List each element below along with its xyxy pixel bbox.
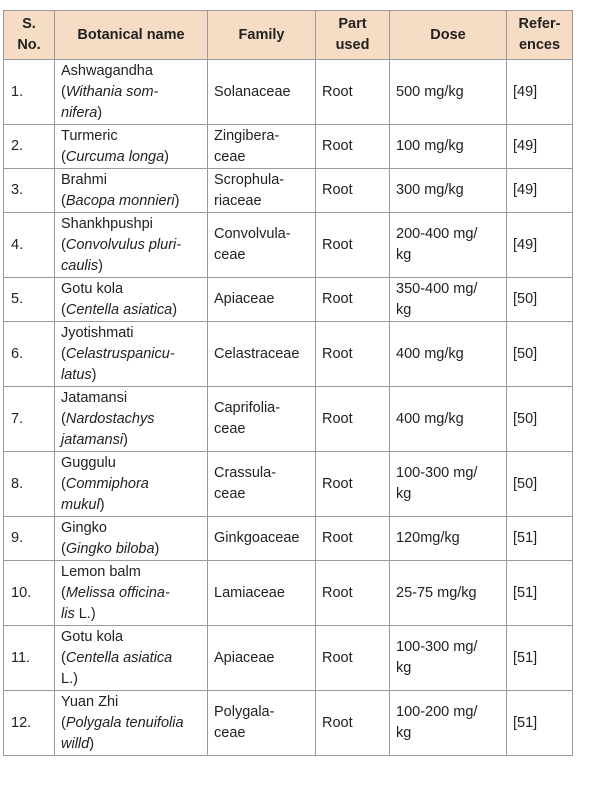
table-body (4, 60, 573, 756)
cell-reference: [49] (507, 60, 573, 125)
table-row (4, 387, 573, 452)
scientific-name: Centella asiatica (65, 301, 173, 318)
cell-botanical-name: Jatamansi (Nardostachys jatamansi) (55, 387, 208, 452)
cell-reference: [50] (507, 278, 573, 322)
cell-family: Zingibera- ceae (208, 125, 316, 169)
cell-reference: [51] (507, 561, 573, 626)
cell-reference: [51] (507, 691, 573, 756)
cell-sno: 9. (4, 517, 55, 561)
cell-dose: 400 mg/kg (390, 322, 507, 387)
scientific-name: Melissa officina- lis (61, 584, 170, 622)
cell-reference: [50] (507, 387, 573, 452)
cell-dose: 400 mg/kg (390, 387, 507, 452)
cell-dose: 350-400 mg/ kg (390, 278, 507, 322)
table-row (4, 213, 573, 278)
table-row (4, 691, 573, 756)
cell-family: Polygala- ceae (208, 691, 316, 756)
table-row (4, 452, 573, 517)
header-row (4, 11, 573, 60)
cell-botanical-name: Gingko (Gingko biloba) (55, 517, 208, 561)
table-row (4, 322, 573, 387)
cell-part-used: Root (316, 169, 390, 213)
cell-family: Apiaceae (208, 278, 316, 322)
cell-dose: 25-75 mg/kg (390, 561, 507, 626)
scientific-name: Centella asiatica (65, 649, 173, 666)
scientific-name: Celastruspanicu- latus (61, 345, 175, 383)
cell-sno: 4. (4, 213, 55, 278)
table-row (4, 125, 573, 169)
cell-reference: [49] (507, 125, 573, 169)
cell-botanical-name: Lemon balm (Melissa officina- lis L.) (55, 561, 208, 626)
table-row (4, 561, 573, 626)
cell-reference: [50] (507, 322, 573, 387)
cell-reference: [49] (507, 213, 573, 278)
cell-sno: 7. (4, 387, 55, 452)
scientific-name: Gingko biloba (65, 540, 155, 557)
cell-part-used: Root (316, 125, 390, 169)
cell-reference: [51] (507, 517, 573, 561)
cell-botanical-name: Guggulu (Commiphora mukul) (55, 452, 208, 517)
cell-dose: 200-400 mg/ kg (390, 213, 507, 278)
cell-part-used: Root (316, 213, 390, 278)
cell-dose: 120mg/kg (390, 517, 507, 561)
cell-dose: 100 mg/kg (390, 125, 507, 169)
table-row (4, 169, 573, 213)
table-row (4, 60, 573, 125)
cell-family: Crassula- ceae (208, 452, 316, 517)
cell-botanical-name: Brahmi (Bacopa monnieri) (55, 169, 208, 213)
cell-botanical-name: Shankhpushpi (Convolvulus pluri- caulis) (55, 213, 208, 278)
cell-dose: 300 mg/kg (390, 169, 507, 213)
cell-botanical-name: Gotu kola (Centella asiatica) (55, 278, 208, 322)
cell-sno: 8. (4, 452, 55, 517)
cell-family: Solanaceae (208, 60, 316, 125)
cell-part-used: Root (316, 452, 390, 517)
cell-sno: 5. (4, 278, 55, 322)
cell-botanical-name: Yuan Zhi (Polygala tenuifolia willd) (55, 691, 208, 756)
cell-part-used: Root (316, 517, 390, 561)
cell-part-used: Root (316, 691, 390, 756)
cell-dose: 100-200 mg/ kg (390, 691, 507, 756)
cell-part-used: Root (316, 561, 390, 626)
cell-family: Scrophula- riaceae (208, 169, 316, 213)
header-family: Family (208, 11, 316, 60)
cell-sno: 1. (4, 60, 55, 125)
cell-sno: 3. (4, 169, 55, 213)
header-botanical-name: Botanical name (55, 11, 208, 60)
cell-dose: 500 mg/kg (390, 60, 507, 125)
cell-dose: 100-300 mg/ kg (390, 626, 507, 691)
cell-botanical-name: Ashwagandha (Withania som- nifera) (55, 60, 208, 125)
header-dose: Dose (390, 11, 507, 60)
cell-botanical-name: Jyotishmati (Celastruspanicu- latus) (55, 322, 208, 387)
cell-sno: 12. (4, 691, 55, 756)
table-row (4, 517, 573, 561)
cell-part-used: Root (316, 60, 390, 125)
cell-family: Celastraceae (208, 322, 316, 387)
scientific-name: Curcuma longa (65, 148, 165, 165)
cell-reference: [50] (507, 452, 573, 517)
scientific-name: Bacopa monnieri (65, 192, 175, 209)
scientific-name: Nardostachys jatamansi (61, 410, 155, 448)
cell-family: Caprifolia- ceae (208, 387, 316, 452)
cell-family: Ginkgoaceae (208, 517, 316, 561)
cell-family: Convolvula- ceae (208, 213, 316, 278)
scientific-name: Commiphora mukul (61, 475, 149, 513)
cell-dose: 100-300 mg/ kg (390, 452, 507, 517)
cell-sno: 10. (4, 561, 55, 626)
cell-family: Apiaceae (208, 626, 316, 691)
header-part-used: Part used (316, 11, 390, 60)
table-row (4, 278, 573, 322)
cell-part-used: Root (316, 322, 390, 387)
cell-sno: 6. (4, 322, 55, 387)
plants-table (3, 10, 573, 756)
cell-family: Lamiaceae (208, 561, 316, 626)
cell-sno: 11. (4, 626, 55, 691)
cell-reference: [51] (507, 626, 573, 691)
scientific-name: Withania som- nifera (61, 83, 159, 121)
cell-part-used: Root (316, 626, 390, 691)
cell-sno: 2. (4, 125, 55, 169)
header-sno: S. No. (4, 11, 55, 60)
cell-reference: [49] (507, 169, 573, 213)
header-references: Refer- ences (507, 11, 573, 60)
scientific-name: Convolvulus pluri- caulis (61, 236, 182, 274)
scientific-name: Polygala tenuifolia willd (61, 714, 184, 752)
cell-botanical-name: Gotu kola (Centella asiatica L.) (55, 626, 208, 691)
cell-botanical-name: Turmeric (Curcuma longa) (55, 125, 208, 169)
table-row (4, 626, 573, 691)
cell-part-used: Root (316, 387, 390, 452)
cell-part-used: Root (316, 278, 390, 322)
